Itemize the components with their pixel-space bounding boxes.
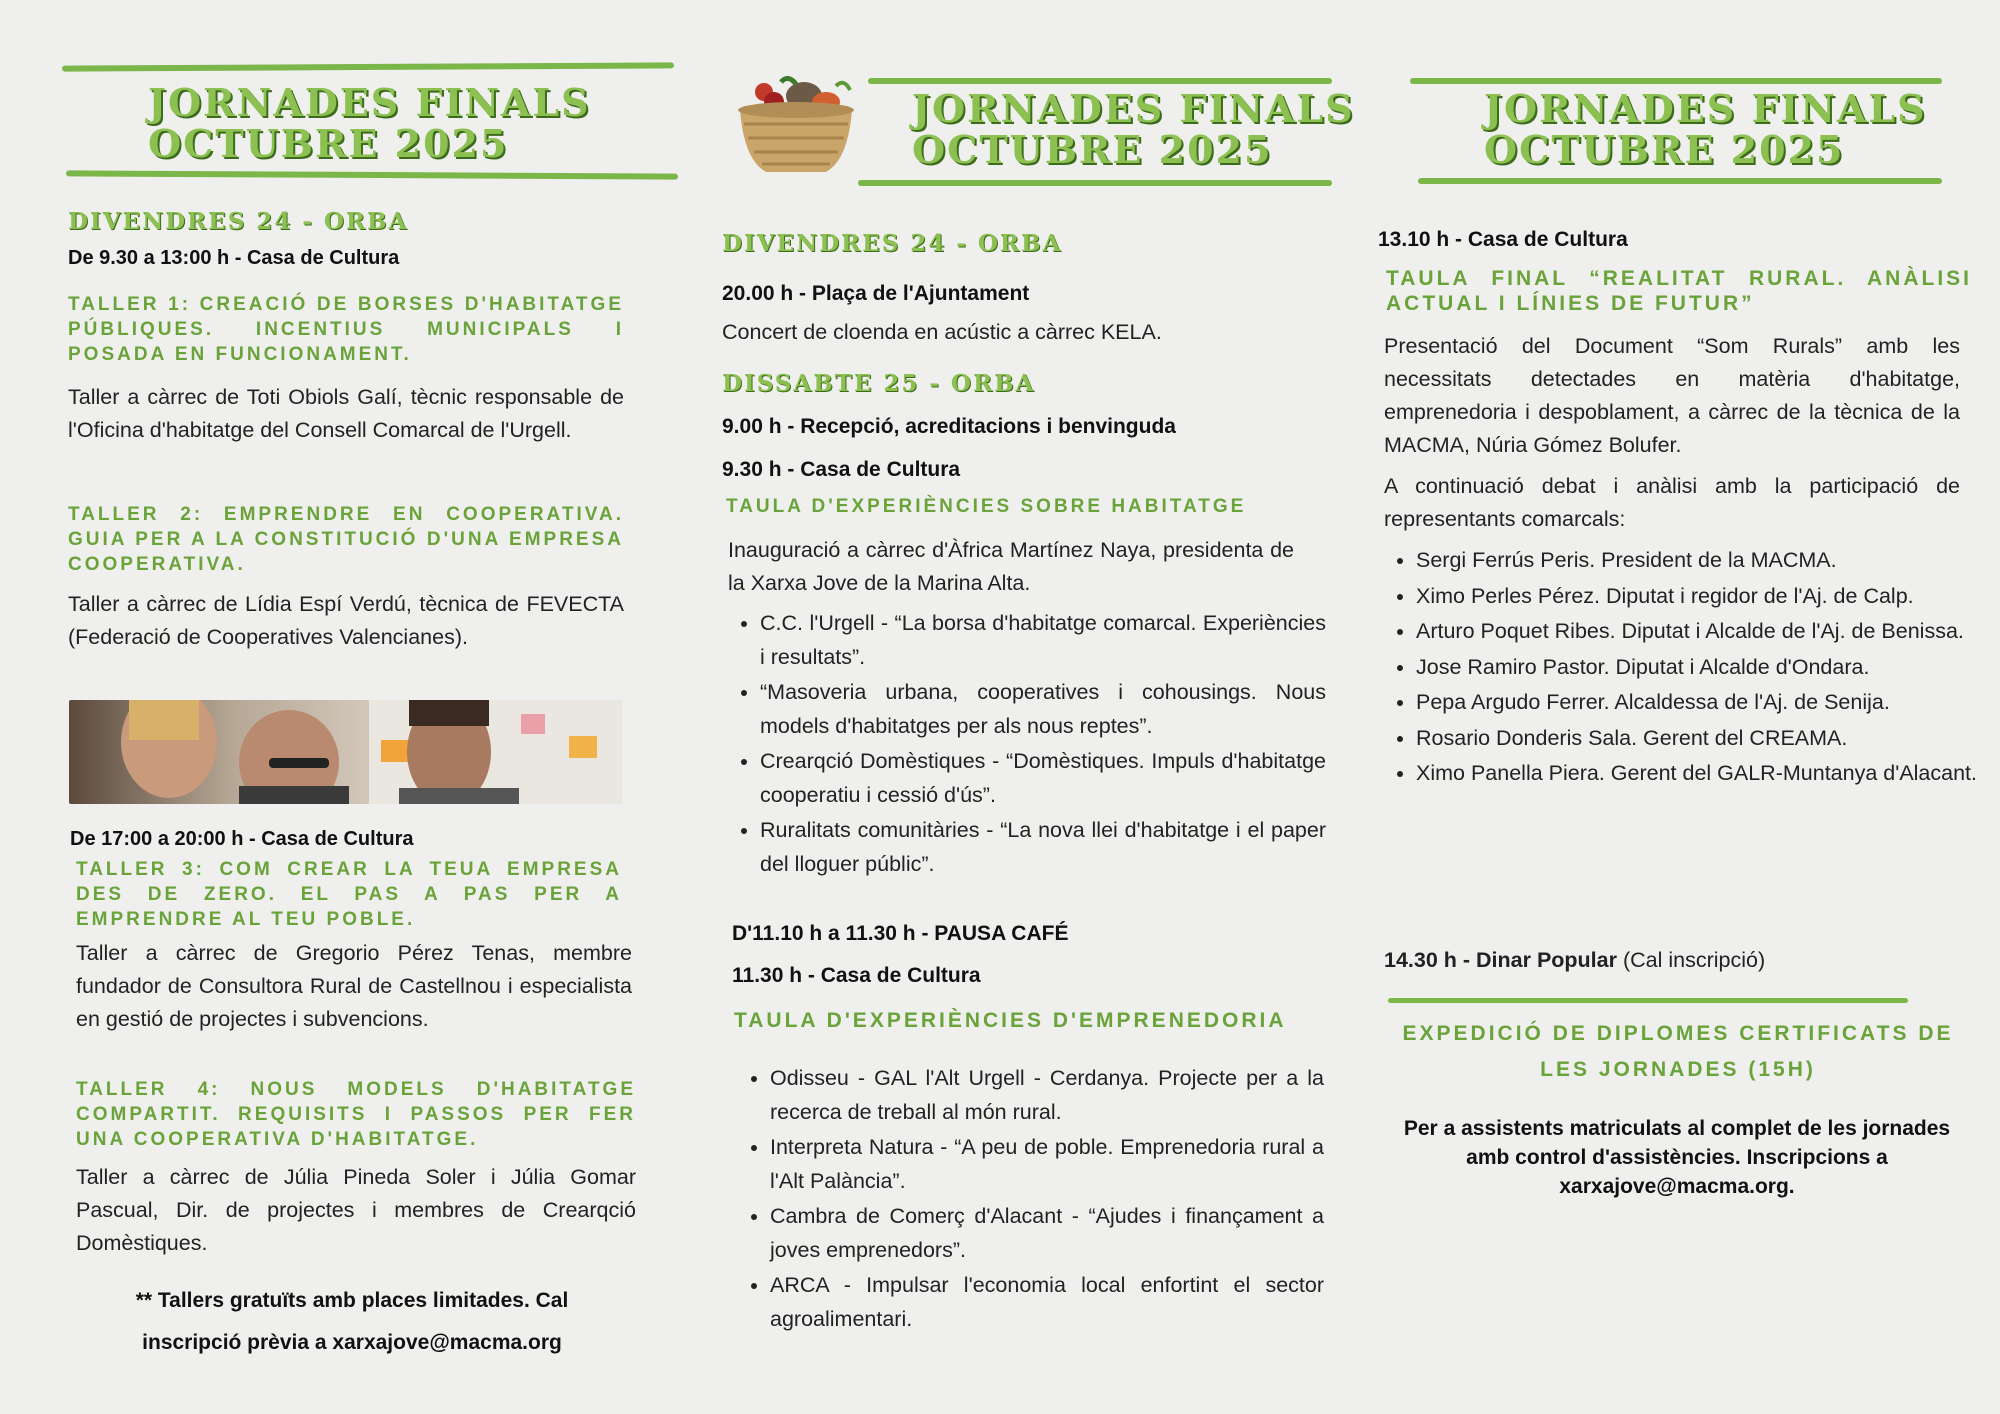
- workshop-photo: [69, 700, 622, 804]
- page-title: [912, 88, 1355, 170]
- day-heading: DISSABTE 25 - ORBA: [722, 370, 1036, 397]
- list-item: • Rosario Donderis Sala. Gerent del CREAMA.: [1416, 722, 1990, 756]
- list-item: • ARCA - Impulsar l'economia local enfortint el sector agroalimentari.: [770, 1269, 1324, 1336]
- concert-text: Concert de cloenda en acústic a càrrec KELA.: [722, 320, 1162, 344]
- list-item: • Pepa Argudo Ferrer. Alcaldessa de l'Aj. de Senija.: [1416, 686, 1990, 720]
- day-heading: DIVENDRES 24 - ORBA: [68, 208, 409, 235]
- pause-time: D'11.10 h a 11.30 h - PAUSA CAFÉ: [732, 922, 1069, 945]
- lunch-line: [1384, 948, 1765, 973]
- list-item: • Odisseu - GAL l'Alt Urgell - Cerdanya. Projecte per a la recerca de treball al món rural.: [770, 1062, 1324, 1129]
- list-item: • Interpreta Natura - “A peu de poble. Emprenedoria rural a l'Alt Palància”.: [770, 1131, 1324, 1198]
- title-line-2: OCTUBRE 2025: [912, 127, 1273, 172]
- list-item: • Ruralitats comunitàries - “La nova llei d'habitatge i el paper del lloguer públic”.: [760, 814, 1326, 881]
- concert-time: 20.00 h - Plaça de l'Ajuntament: [722, 282, 1030, 305]
- header-rule-top: [868, 78, 1332, 84]
- list-item: • C.C. l'Urgell - “La borsa d'habitatge comarcal. Experiències i resultats”.: [760, 607, 1326, 674]
- session-intro: Inauguració a càrrec d'Àfrica Martínez Naya, presidenta de la Xarxa Jove de la Marina Alta.: [728, 538, 1294, 595]
- list-item: • Sergi Ferrús Peris. President de la MACMA.: [1416, 544, 1990, 578]
- taller-text: Taller a càrrec de Toti Obiols Galí, tècnic responsable de l'Oficina d'habitatge del Consell Comarcal de l'Urgell.: [68, 385, 624, 442]
- title-line-2: OCTUBRE 2025: [1484, 127, 1845, 172]
- lunch-note: (Cal inscripció): [1616, 948, 1766, 972]
- header-rule-bottom: [66, 170, 678, 179]
- header-rule-top: [62, 62, 674, 71]
- session-title: TAULA D'EXPERIÈNCIES D'EMPRENEDORIA: [734, 1009, 1287, 1032]
- list-item: • “Masoveria urbana, cooperatives i cohousings. Nous models d'habitatges per als nous reptes”.: [760, 676, 1326, 743]
- page-title: [1484, 88, 1927, 170]
- session-title: TAULA FINAL “REALITAT RURAL. ANÀLISI ACTUAL I LÍNIES DE FUTUR”: [1386, 267, 1972, 315]
- title-line-1: JORNADES FINALS: [1484, 86, 1927, 131]
- title-line-1: JORNADES FINALS: [148, 80, 591, 125]
- workshop-photo-art: [69, 700, 622, 804]
- final-note: Per a assistents matriculats al complet de les jornades amb control d'assistències. Inscripcions a xarxajove@macma.org.: [1403, 1117, 1951, 1198]
- reception-time: 9.00 h - Recepció, acreditacions i benvinguda: [722, 415, 1176, 438]
- day-heading: DIVENDRES 24 - ORBA: [722, 230, 1063, 257]
- lunch-time: 14.30 h - Dinar Popular: [1384, 948, 1617, 972]
- list-item: • Ximo Panella Piera. Gerent del GALR-Muntanya d'Alacant.: [1416, 757, 1990, 791]
- session-title: TAULA D'EXPERIÈNCIES SOBRE HABITATGE: [726, 496, 1247, 517]
- session-time: 9.30 h - Casa de Cultura: [722, 458, 961, 481]
- debate-text: A continuació debat i anàlisi amb la participació de representants comarcals:: [1384, 474, 1960, 531]
- title-line-2: OCTUBRE 2025: [148, 121, 509, 166]
- participants-list: [1384, 544, 1990, 793]
- list-item: • Jose Ramiro Pastor. Diputat i Alcalde d'Ondara.: [1416, 651, 1990, 685]
- page-title: [148, 82, 591, 164]
- taller-text: Taller a càrrec de Lídia Espí Verdú, tècnica de FEVECTA (Federació de Cooperatives Valencianes).: [68, 592, 624, 649]
- header-rule-bottom: [1418, 178, 1942, 184]
- title-line-1: JORNADES FINALS: [912, 86, 1355, 131]
- list-item: • Crearqció Domèstiques - “Domèstiques. Impuls d'habitatge cooperatiu i cessió d'ús”.: [760, 745, 1326, 812]
- taller-text: Taller a càrrec de Júlia Pineda Soler i Júlia Gomar Pascual, Dir. de projectes i membres de Crearqció Domèstiques.: [76, 1165, 636, 1255]
- session-time: 11.30 h - Casa de Cultura: [732, 964, 981, 987]
- taller-title: TALLER 4: NOUS MODELS D'HABITATGE COMPARTIT. REQUISITS I PASSOS PER FER UNA COOPERATIVA D'HABITATGE.: [76, 1079, 636, 1150]
- presentation-text: Presentació del Document “Som Rurals” amb les necessitats detectades en matèria d'habitatge, emprenedoria i despoblament, a càrrec de la tècnica de la MACMA, Núria Gómez Bolufer.: [1384, 334, 1960, 457]
- taller-text: Taller a càrrec de Gregorio Pérez Tenas, membre fundador de Consultora Rural de Castellnou i especialista en gestió de projectes i subvencions.: [76, 941, 632, 1031]
- header-rule-top: [1410, 78, 1942, 84]
- session-list: [728, 607, 1326, 883]
- session-list: [738, 1062, 1324, 1338]
- diplomes-title: EXPEDICIÓ DE DIPLOMES CERTIFICATS DE LES JORNADES (15H): [1402, 1022, 1954, 1081]
- session-time: De 17:00 a 20:00 h - Casa de Cultura: [70, 828, 414, 850]
- session-time: 13.10 h - Casa de Cultura: [1378, 228, 1628, 251]
- list-item: • Arturo Poquet Ribes. Diputat i Alcalde de l'Aj. de Benissa.: [1416, 615, 1990, 649]
- taller-title: TALLER 2: EMPRENDRE EN COOPERATIVA. GUIA PER A LA CONSTITUCIÓ D'UNA EMPRESA COOPERATIVA.: [68, 504, 624, 575]
- taller-title: TALLER 1: CREACIÓ DE BORSES D'HABITATGE PÚBLIQUES. INCENTIUS MUNICIPALS I POSADA EN FUNCIONAMENT.: [68, 294, 624, 365]
- list-item: • Cambra de Comerç d'Alacant - “Ajudes i finançament a joves emprenedors”.: [770, 1200, 1324, 1267]
- divider-rule: [1388, 998, 1908, 1003]
- header-rule-bottom: [858, 180, 1332, 186]
- taller-title: TALLER 3: COM CREAR LA TEUA EMPRESA DES DE ZERO. EL PAS A PAS PER A EMPRENDRE AL TEU POBLE.: [76, 859, 622, 930]
- basket-icon: [726, 72, 866, 180]
- list-item: • Ximo Perles Pérez. Diputat i regidor de l'Aj. de Calp.: [1416, 580, 1990, 614]
- session-time: De 9.30 a 13:00 h - Casa de Cultura: [68, 247, 400, 269]
- workshops-note: ** Tallers gratuïts amb places limitades. Cal inscripció prèvia a xarxajove@macma.org: [135, 1289, 569, 1354]
